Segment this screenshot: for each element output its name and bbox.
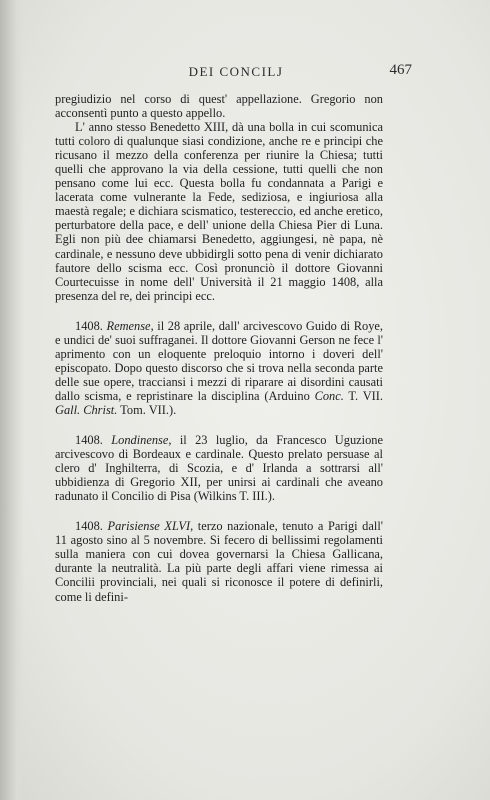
council-text: , il 28 aprile, dall' arcivescovo Guido di Roye, e undici de' suoi suffraganei. Il dottore Giovanni Gerson ne fece l' aprimento con un eloquente preloquio intorno i doveri dell' episcopato. Dopo questo discorso che si trova nella seconda parte delle sue opere, tracciansi i mezzi di riparare ai disordini causati dallo scisma, e repristinare la disciplina (Arduino (55, 318, 383, 403)
council-year: 1408. (75, 433, 103, 448)
council-text: , il 23 luglio, da Francesco Uguzione arcivescovo di Bordeaux e cardinale. Questo prelato persuase al clero d' Inghilterra, di Scozia, e d' Irlanda a sottrarsi all' ubbidienza di Gregorio XII, per unirsi ai cardinali che aveano radunato il Concilio di Pisa (Wilkins T. III.). (55, 433, 383, 504)
page-binding-shadow (0, 0, 24, 800)
paragraph-continuation: pregiudizio nel corso di quest' appellazione. Gregorio non acconsentì punto a questo appello. (55, 92, 383, 121)
council-text: Tom. VII.). (117, 402, 177, 417)
body-text (55, 92, 383, 604)
council-name: Londinense (111, 433, 169, 448)
page-number: 467 (389, 62, 412, 78)
paragraph-remense (55, 319, 383, 417)
council-name: Parisiense XLVI (107, 519, 191, 534)
paragraph-benedict-bull: L' anno stesso Benedetto XIII, dà una bolla in cui scomunica tutti coloro di qualunque siasi condizione, anche re e principi che ricusano il mezzo della conferenza per riunire la Chiesa; tutti quelli che approvano la via della cessione, tutti quelli che non pensano come lui ecc. Questa bolla fu condannata a Parigi e lacerata come vulnerante la Fede, sediziosa, e ingiuriosa alla maestà regale; e dichiara scismatico, testereccio, ed anche eretico, perturbatore della pace, e dell' unione della Chiesa Pier di Luna. Egli non più dee chiamarsi Benedetto, aggiungesi, nè papa, nè cardinale, e nessuno deve ubbidirgli sotto pena di venir dichiarato fautore dello scisma ecc. Così pronunciò il dottore Giovanni Courtecuisse in nome dell' Università il 21 maggio 1408, alla presenza del re, dei principi ecc. (55, 120, 383, 303)
page-header (70, 62, 412, 84)
citation-conc: Conc. (314, 388, 344, 403)
running-head: DEI CONCILJ (188, 64, 284, 79)
council-text: T. VII. (343, 388, 383, 403)
citation-gall-christ: Gall. Christ. (55, 402, 118, 417)
council-text: , terzo nazionale, tenuto a Parigi dall' 11 agosto sino al 5 novembre. Si fecero di bellissimi regolamenti sulla maniera con cui dovea governarsi la Chiesa Gallicana, durante la neutralità. La più parte degli affari viene rimessa ai Concilii provinciali, nei quali si riconosce il potere di definirli, come li defini- (55, 519, 383, 604)
paragraph-parisiense (55, 519, 383, 603)
council-year: 1408. (75, 318, 103, 333)
paragraph-londinense (55, 433, 383, 503)
council-name: Remense (106, 318, 151, 333)
council-year: 1408. (75, 519, 103, 534)
